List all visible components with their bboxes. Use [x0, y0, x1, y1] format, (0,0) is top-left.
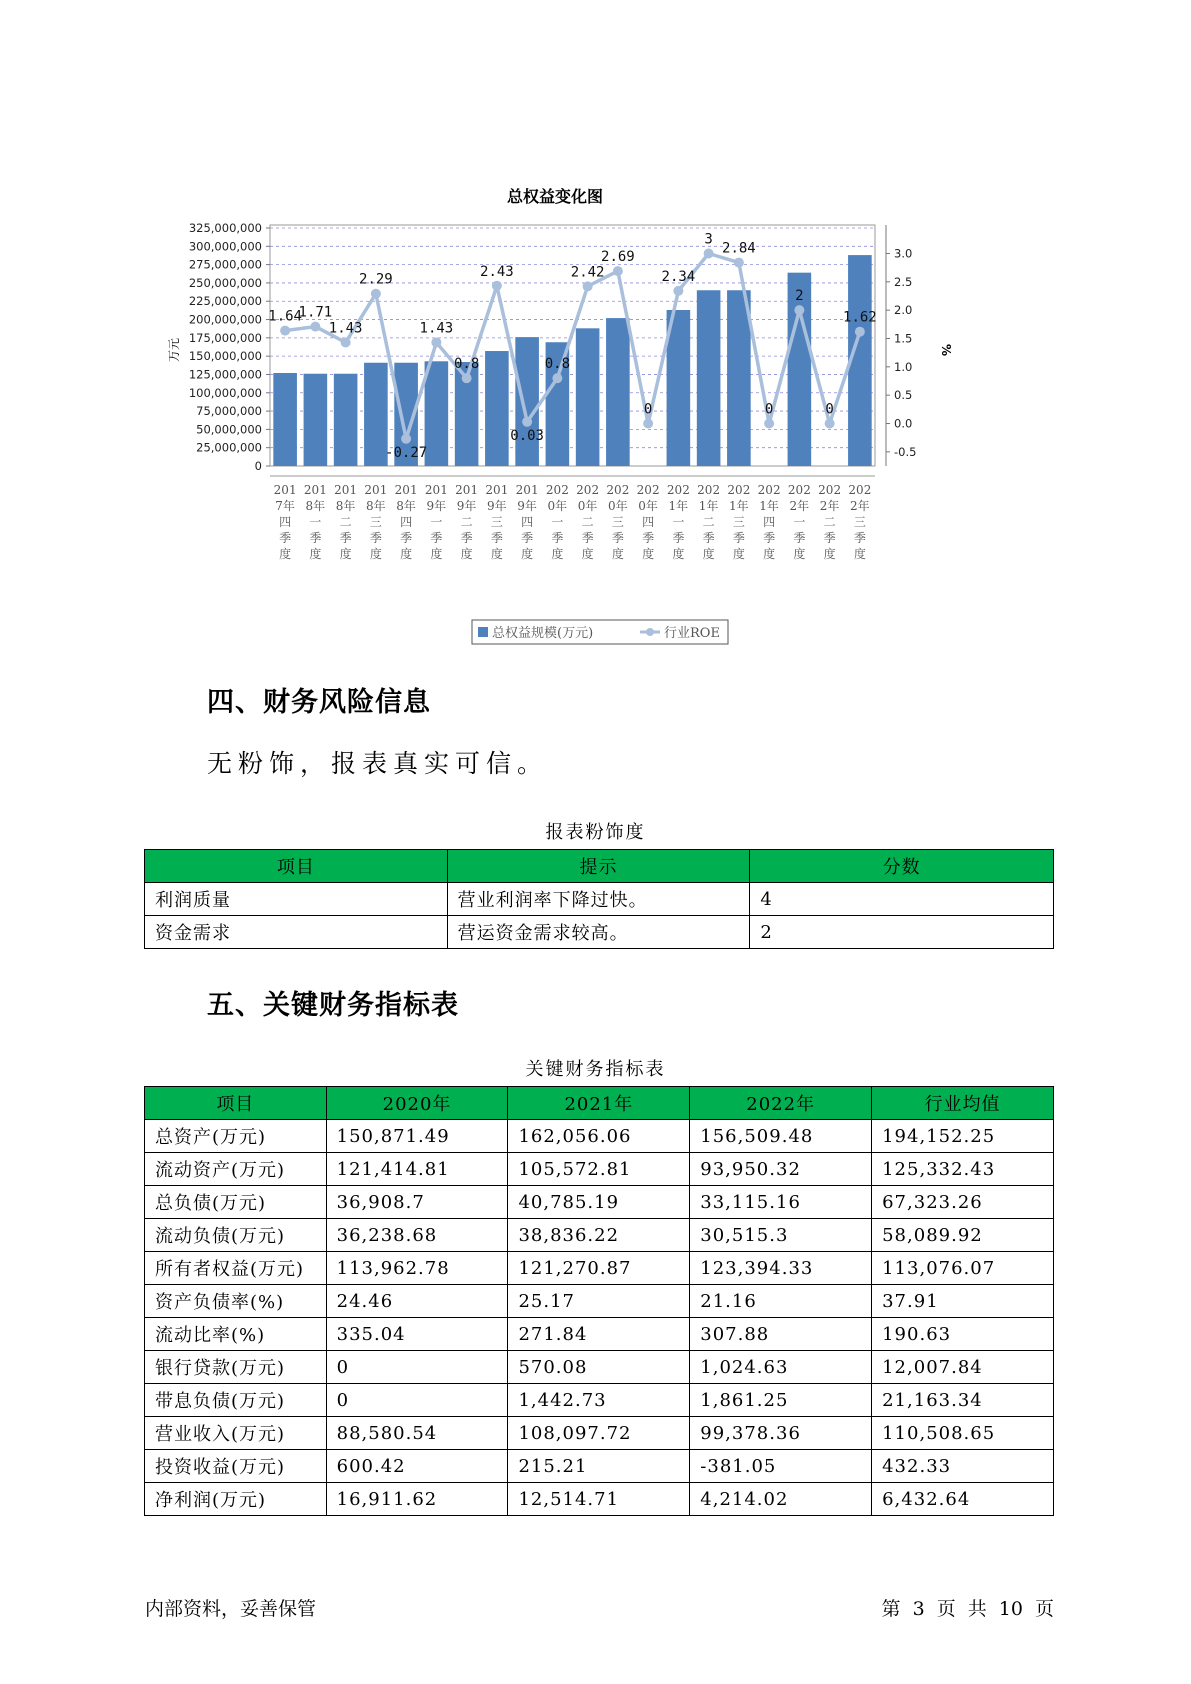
x-tick-label: 季: [551, 531, 564, 545]
roe-data-label: 1.62: [843, 309, 877, 326]
table-cell: 121,414.81: [326, 1153, 508, 1186]
roe-data-label: 1.43: [419, 320, 454, 337]
table-row: [145, 1252, 1054, 1285]
row-label-cell: 净利润(万元): [145, 1483, 327, 1516]
table-cell: 2: [750, 916, 1054, 949]
x-tick-label: 0年: [608, 499, 628, 513]
x-tick-label: 度: [490, 547, 503, 561]
y-tick-label: 150,000,000: [188, 349, 262, 364]
x-tick-label: 季: [823, 531, 836, 545]
x-tick-label: 四: [642, 515, 655, 529]
table-cell: 40,785.19: [508, 1186, 690, 1219]
equity-bar: [515, 337, 539, 466]
table-cell: 113,962.78: [326, 1252, 508, 1285]
roe-data-label: 0: [764, 401, 774, 418]
roe-point: [310, 322, 320, 332]
roe-point: [613, 266, 623, 276]
x-tick-label: 四: [400, 515, 413, 529]
roe-point: [855, 327, 865, 337]
x-tick-label: 季: [611, 531, 624, 545]
roe-data-label: 2.69: [601, 249, 635, 266]
table-cell: 150,871.49: [326, 1120, 508, 1153]
table-row: [145, 1384, 1054, 1417]
x-tick-label: 度: [702, 547, 715, 561]
x-tick-label: 201: [394, 483, 418, 497]
y-axis-title-left: 万元: [167, 337, 181, 363]
row-label-cell: 银行贷款(万元): [145, 1351, 327, 1384]
x-tick-label: 二: [460, 515, 473, 529]
x-tick-label: 季: [732, 531, 745, 545]
risk-section-heading: 四、财务风险信息: [207, 687, 431, 718]
chart-title: 总权益变化图: [506, 187, 604, 206]
x-tick-label: 1年: [668, 499, 689, 513]
x-tick-label: 201: [455, 483, 479, 497]
x-tick-label: 季: [460, 531, 473, 545]
table-cell: 36,238.68: [326, 1219, 508, 1252]
x-tick-label: 度: [551, 547, 564, 561]
table-cell: 110,508.65: [872, 1417, 1054, 1450]
x-tick-label: 202: [697, 483, 721, 497]
table-cell: 12,514.71: [508, 1483, 690, 1516]
table-cell: 37.91: [872, 1285, 1054, 1318]
table-header-cell: 2022年: [690, 1087, 872, 1120]
row-label-cell: 投资收益(万元): [145, 1450, 327, 1483]
x-tick-label: 度: [521, 547, 534, 561]
roe-data-label: 0.8: [544, 356, 571, 373]
x-tick-label: 季: [521, 531, 534, 545]
table-cell: 30,515.3: [690, 1219, 872, 1252]
y-right-tick-label: 1.0: [894, 359, 913, 374]
x-tick-label: 1年: [698, 499, 719, 513]
equity-bar: [425, 361, 449, 466]
x-tick-label: 季: [430, 531, 443, 545]
row-label-cell: 资金需求: [145, 916, 448, 949]
table-row: [145, 883, 1054, 916]
table-cell: 432.33: [872, 1450, 1054, 1483]
roe-data-label: 0: [825, 401, 834, 418]
roe-data-label: 2: [795, 288, 804, 305]
x-tick-label: 季: [672, 531, 685, 545]
x-tick-label: 三: [732, 515, 745, 529]
y-tick-label: 325,000,000: [188, 221, 262, 235]
table-cell: 105,572.81: [508, 1153, 690, 1186]
plot-area: [270, 225, 875, 466]
x-tick-label: 202: [636, 483, 660, 497]
table-cell: 营运资金需求较高。: [447, 916, 750, 949]
footer-page-number: 第 3 页 共 10 页: [881, 1598, 1054, 1620]
equity-bar: [697, 290, 721, 466]
roe-point: [764, 419, 774, 429]
x-tick-label: 202: [818, 483, 842, 497]
roe-data-label: 0.03: [510, 427, 544, 444]
x-tick-label: 2年: [850, 499, 870, 513]
x-tick-label: 季: [309, 531, 322, 545]
table-cell: 25.17: [508, 1285, 690, 1318]
y-tick-label: 75,000,000: [196, 404, 262, 419]
roe-point: [643, 419, 653, 429]
x-tick-label: 度: [279, 547, 292, 561]
y-axis-title-right: %: [939, 343, 953, 357]
table-cell: 99,378.36: [690, 1417, 872, 1450]
y-right-tick-label: 2.0: [894, 303, 913, 318]
table-cell: 4: [750, 883, 1054, 916]
table-header-row: [145, 850, 1054, 883]
x-tick-label: 9年: [456, 499, 477, 513]
table-cell: 215.21: [508, 1450, 690, 1483]
x-tick-label: 201: [515, 483, 539, 497]
x-tick-label: 201: [364, 483, 388, 497]
table-row: [145, 1285, 1054, 1318]
x-tick-label: 1年: [729, 499, 749, 513]
roe-data-label: 2.42: [570, 264, 605, 281]
x-tick-label: 度: [823, 547, 836, 561]
x-tick-label: 2年: [789, 499, 810, 513]
x-tick-label: 1年: [759, 499, 779, 513]
legend-label-roe: 行业ROE: [664, 626, 720, 641]
x-tick-label: 度: [611, 547, 624, 561]
table-cell: 108,097.72: [508, 1417, 690, 1450]
x-tick-label: 202: [606, 483, 630, 497]
x-tick-label: 度: [309, 547, 322, 561]
row-label-cell: 营业收入(万元): [145, 1417, 327, 1450]
x-tick-label: 201: [303, 483, 327, 497]
x-tick-label: 度: [763, 547, 776, 561]
y-right-tick-label: 3.0: [894, 246, 913, 261]
x-tick-label: 0年: [547, 499, 568, 513]
x-tick-label: 9年: [517, 499, 537, 513]
x-tick-label: 201: [334, 483, 358, 497]
y-tick-label: 50,000,000: [196, 422, 262, 437]
row-label-cell: 带息负债(万元): [145, 1384, 327, 1417]
table-cell: -381.05: [690, 1450, 872, 1483]
x-tick-label: 二: [702, 515, 715, 529]
table-row: [145, 1450, 1054, 1483]
x-tick-label: 201: [485, 483, 509, 497]
table-cell: 21.16: [690, 1285, 872, 1318]
y-right-tick-label: 0.0: [894, 416, 913, 431]
table-cell: 24.46: [326, 1285, 508, 1318]
table-cell: 190.63: [872, 1318, 1054, 1351]
x-tick-label: 三: [853, 515, 866, 529]
table-cell: 1,861.25: [690, 1384, 872, 1417]
equity-bar: [304, 374, 328, 466]
table-cell: 271.84: [508, 1318, 690, 1351]
x-tick-label: 季: [339, 531, 352, 545]
x-tick-label: 一: [551, 515, 564, 529]
roe-data-label: 2.29: [359, 271, 393, 288]
equity-bar: [273, 373, 297, 466]
roe-point: [401, 434, 411, 444]
x-tick-label: 度: [581, 547, 594, 561]
table-row: [145, 1318, 1054, 1351]
x-tick-label: 季: [400, 531, 413, 545]
x-tick-label: 8年: [335, 499, 356, 513]
table-cell: 88,580.54: [326, 1417, 508, 1450]
roe-point: [583, 281, 593, 291]
table-cell: 营业利润率下降过快。: [447, 883, 750, 916]
x-tick-label: 一: [309, 515, 322, 529]
table-cell: 38,836.22: [508, 1219, 690, 1252]
roe-data-label: 1.43: [328, 320, 363, 337]
roe-data-label: 3: [704, 231, 713, 248]
y-tick-label: 300,000,000: [188, 239, 262, 254]
table-cell: 4,214.02: [690, 1483, 872, 1516]
x-tick-label: 0年: [638, 499, 658, 513]
roe-data-label: 0.8: [453, 356, 480, 373]
y-right-tick-label: -0.5: [894, 444, 917, 459]
x-tick-label: 度: [400, 547, 413, 561]
legend-swatch-equity: [478, 627, 488, 637]
y-tick-label: 250,000,000: [188, 275, 262, 290]
x-tick-label: 三: [369, 515, 382, 529]
table-cell: 570.08: [508, 1351, 690, 1384]
x-tick-label: 202: [666, 483, 690, 497]
roe-data-label: 1.64: [268, 308, 302, 325]
chart-legend: [472, 620, 728, 644]
y-right-tick-label: 1.5: [894, 331, 913, 346]
table-cell: 121,270.87: [508, 1252, 690, 1285]
table-header-cell: 项目: [145, 1087, 327, 1120]
y-tick-label: 275,000,000: [188, 257, 262, 272]
legend-label-equity: 总权益规模(万元): [492, 626, 594, 641]
table-row: [145, 1417, 1054, 1450]
equity-bar: [727, 290, 751, 466]
row-label-cell: 流动负债(万元): [145, 1219, 327, 1252]
table-row: [145, 1120, 1054, 1153]
x-tick-label: 9年: [426, 499, 447, 513]
kpi-table: [144, 1086, 1054, 1516]
equity-bar: [576, 328, 600, 466]
equity-chart: [167, 187, 960, 650]
table-cell: 194,152.25: [872, 1120, 1054, 1153]
x-tick-label: 四: [279, 515, 292, 529]
roe-point: [552, 373, 562, 383]
x-tick-label: 季: [490, 531, 503, 545]
y-tick-label: 175,000,000: [188, 330, 262, 345]
roe-point: [431, 337, 441, 347]
table-cell: 16,911.62: [326, 1483, 508, 1516]
roe-point: [492, 281, 502, 291]
table-header-cell: 项目: [145, 850, 448, 883]
x-tick-label: 三: [490, 515, 503, 529]
roe-point: [704, 249, 714, 259]
x-tick-label: 季: [702, 531, 715, 545]
x-tick-label: 季: [369, 531, 382, 545]
roe-point: [462, 373, 472, 383]
row-label-cell: 所有者权益(万元): [145, 1252, 327, 1285]
x-tick-label: 201: [424, 483, 448, 497]
x-tick-label: 四: [763, 515, 776, 529]
roe-point: [341, 337, 351, 347]
legend-marker-roe: [646, 628, 654, 636]
table-cell: 6,432.64: [872, 1483, 1054, 1516]
table-cell: 93,950.32: [690, 1153, 872, 1186]
table-header-cell: 2020年: [326, 1087, 508, 1120]
x-tick-label: 202: [848, 483, 872, 497]
x-tick-label: 0年: [577, 499, 598, 513]
roe-point: [280, 326, 290, 336]
x-tick-label: 202: [757, 483, 781, 497]
table-cell: 12,007.84: [872, 1351, 1054, 1384]
table-cell: 0: [326, 1351, 508, 1384]
row-label-cell: 总资产(万元): [145, 1120, 327, 1153]
roe-data-label: 0: [643, 401, 653, 418]
x-tick-label: 2年: [819, 499, 840, 513]
y-tick-label: 125,000,000: [188, 367, 262, 382]
roe-point: [825, 419, 835, 429]
x-tick-label: 季: [279, 531, 292, 545]
x-tick-label: 二: [581, 515, 594, 529]
table-cell: 21,163.34: [872, 1384, 1054, 1417]
table-row: [145, 916, 1054, 949]
table-header-cell: 分数: [750, 850, 1054, 883]
y-tick-label: 225,000,000: [188, 294, 262, 309]
x-tick-label: 季: [642, 531, 655, 545]
roe-data-label: 2.84: [722, 240, 756, 257]
table-header-cell: 行业均值: [872, 1087, 1054, 1120]
y-right-tick-label: 0.5: [894, 388, 913, 403]
row-label-cell: 利润质量: [145, 883, 448, 916]
x-tick-label: 201: [273, 483, 297, 497]
equity-bar: [334, 374, 358, 466]
table-row: [145, 1351, 1054, 1384]
table-cell: 1,024.63: [690, 1351, 872, 1384]
roe-data-label: -0.27: [385, 444, 428, 461]
equity-bar: [606, 318, 630, 466]
table-cell: 67,323.26: [872, 1186, 1054, 1219]
roe-data-label: 2.34: [661, 268, 696, 285]
x-tick-label: 季: [853, 531, 866, 545]
equity-chart-svg: [167, 187, 960, 650]
x-tick-label: 202: [727, 483, 751, 497]
x-tick-label: 度: [672, 547, 685, 561]
x-tick-label: 8年: [366, 499, 386, 513]
roe-data-label: 1.71: [298, 304, 333, 321]
x-tick-label: 8年: [305, 499, 326, 513]
row-label-cell: 流动资产(万元): [145, 1153, 327, 1186]
row-label-cell: 总负债(万元): [145, 1186, 327, 1219]
x-tick-label: 一: [672, 515, 685, 529]
roe-point: [734, 258, 744, 268]
table-header-cell: 提示: [447, 850, 750, 883]
table-cell: 1,442.73: [508, 1384, 690, 1417]
x-tick-label: 度: [369, 547, 382, 561]
footer-confidential-note: 内部资料，妥善保管: [145, 1598, 317, 1620]
x-tick-label: 一: [793, 515, 806, 529]
y-tick-label: 0: [254, 459, 262, 473]
roe-data-label: 2.43: [480, 263, 514, 280]
x-tick-label: 季: [763, 531, 776, 545]
row-label-cell: 资产负债率(%): [145, 1285, 327, 1318]
kpi-table-caption: 关键财务指标表: [525, 1059, 666, 1080]
y-tick-label: 25,000,000: [196, 440, 262, 455]
x-tick-label: 二: [339, 515, 352, 529]
x-tick-label: 四: [521, 515, 534, 529]
x-tick-label: 度: [460, 547, 473, 561]
x-tick-label: 一: [430, 515, 443, 529]
x-tick-label: 度: [732, 547, 745, 561]
table-cell: 600.42: [326, 1450, 508, 1483]
x-tick-label: 季: [793, 531, 806, 545]
x-tick-label: 度: [339, 547, 352, 561]
table-cell: 123,394.33: [690, 1252, 872, 1285]
x-tick-label: 三: [611, 515, 624, 529]
table-header-cell: 2021年: [508, 1087, 690, 1120]
roe-point: [794, 305, 804, 315]
table-header-row: [145, 1087, 1054, 1120]
x-tick-label: 202: [545, 483, 569, 497]
x-tick-label: 度: [853, 547, 866, 561]
y-tick-label: 100,000,000: [188, 385, 262, 400]
table-row: [145, 1219, 1054, 1252]
x-tick-label: 202: [576, 483, 600, 497]
table-cell: 0: [326, 1384, 508, 1417]
roe-point: [371, 289, 381, 299]
table-row: [145, 1186, 1054, 1219]
risk-summary-text: 无粉饰，报表真实可信。: [207, 749, 549, 778]
x-tick-label: 度: [642, 547, 655, 561]
x-tick-label: 季: [581, 531, 594, 545]
table-cell: 33,115.16: [690, 1186, 872, 1219]
table-cell: 113,076.07: [872, 1252, 1054, 1285]
table-cell: 125,332.43: [872, 1153, 1054, 1186]
roe-point: [673, 286, 683, 296]
table-row: [145, 1153, 1054, 1186]
x-tick-label: 202: [787, 483, 811, 497]
y-right-tick-label: 2.5: [894, 274, 913, 289]
x-tick-label: 度: [430, 547, 443, 561]
y-tick-label: 200,000,000: [188, 312, 262, 327]
table-cell: 162,056.06: [508, 1120, 690, 1153]
table-cell: 36,908.7: [326, 1186, 508, 1219]
x-tick-label: 9年: [487, 499, 507, 513]
roe-point: [522, 417, 532, 427]
table-row: [145, 1483, 1054, 1516]
table-cell: 335.04: [326, 1318, 508, 1351]
x-tick-label: 7年: [275, 499, 295, 513]
x-tick-label: 8年: [396, 499, 416, 513]
x-tick-label: 二: [823, 515, 836, 529]
x-tick-label: 度: [793, 547, 806, 561]
table-cell: 58,089.92: [872, 1219, 1054, 1252]
equity-bar: [485, 351, 509, 466]
table-cell: 156,509.48: [690, 1120, 872, 1153]
kpi-section-heading: 五、关键财务指标表: [207, 990, 459, 1021]
row-label-cell: 流动比率(%): [145, 1318, 327, 1351]
table-cell: 307.88: [690, 1318, 872, 1351]
risk-table: [144, 849, 1054, 949]
risk-table-caption: 报表粉饰度: [545, 822, 646, 843]
